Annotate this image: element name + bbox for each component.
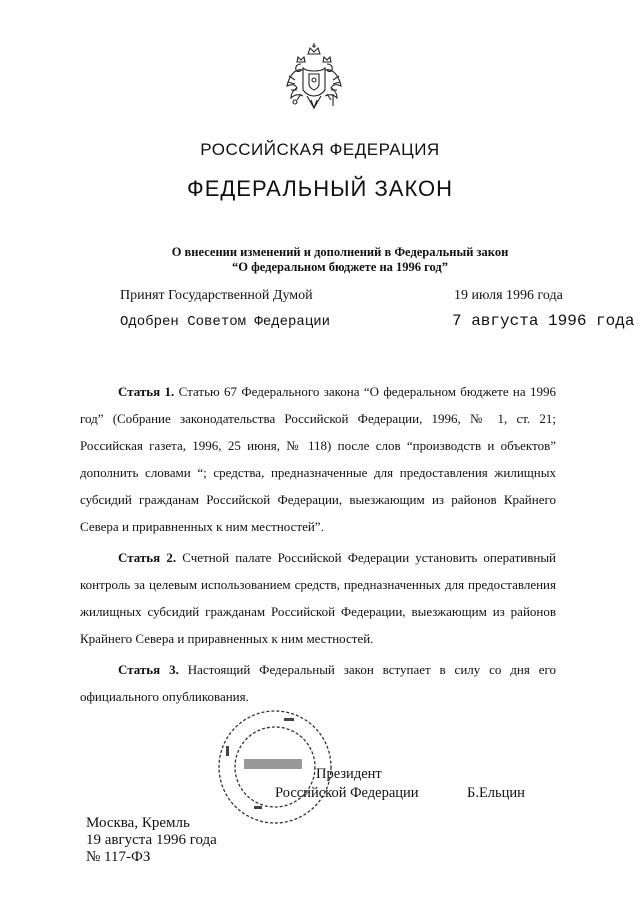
adopted-date: 19 июля 1996 года: [454, 288, 563, 303]
law-subject: [0, 245, 640, 275]
double-headed-eagle-icon: [281, 42, 347, 118]
approved-label: Одобрен Советом Федерации: [120, 314, 331, 330]
subject-line-1: О внесении изменений и дополнений в Федеральный закон: [171, 245, 509, 259]
law-body: [80, 378, 556, 714]
approved-date: 7 августа 1996 года: [452, 312, 635, 330]
subject-line-2: “О федеральном бюджете на 1996 год”: [232, 260, 448, 274]
signer-title: Президент: [316, 766, 382, 782]
article-1-label: Статья 1.: [118, 384, 175, 399]
law-number: № 117-ФЗ: [86, 849, 151, 865]
article-2-label: Статья 2.: [118, 550, 177, 565]
article-1-text: Статью 67 Федерального закона “О федеральном бюджете на 1996 год” (Собрание законодательства Российской Федерации, 1996, № 1, ст. 21; Российская газета, 1996, 25 июня, № 118) после слов “производств и объектов” дополнить словами “; средства, предназначенные для предоставления жилищных субсидий гражданам Российской Федерации, выезжающим из районов Крайнего Севера и приравненных к ним местностей”.: [80, 384, 556, 534]
signer-organization: Российской Федерации: [275, 785, 419, 801]
signer-name: Б.Ельцин: [467, 785, 525, 801]
signing-place-block: [86, 815, 217, 866]
adopted-label: Принят Государственной Думой: [120, 288, 313, 303]
article-3-label: Статья 3.: [118, 662, 179, 677]
article-1: [80, 378, 556, 540]
signing-place: Москва, Кремль: [86, 815, 190, 831]
article-3-text: Настоящий Федеральный закон вступает в силу со дня его официального опубликования.: [80, 662, 556, 704]
article-2-text: Счетной палате Российской Федерации установить оперативный контроль за целевым использованием средств, предназначенных для предоставления жилищных субсидий гражданам Российской Федерации, выезжающим из районов Крайнего Севера и приравненных к ним местностей.: [80, 550, 557, 646]
article-3: [80, 656, 556, 710]
country-title: РОССИЙСКАЯ ФЕДЕРАЦИЯ: [200, 140, 440, 159]
article-2: [80, 544, 556, 652]
law-type-title: ФЕДЕРАЛЬНЫЙ ЗАКОН: [186, 176, 454, 201]
signing-date: 19 августа 1996 года: [86, 832, 217, 848]
